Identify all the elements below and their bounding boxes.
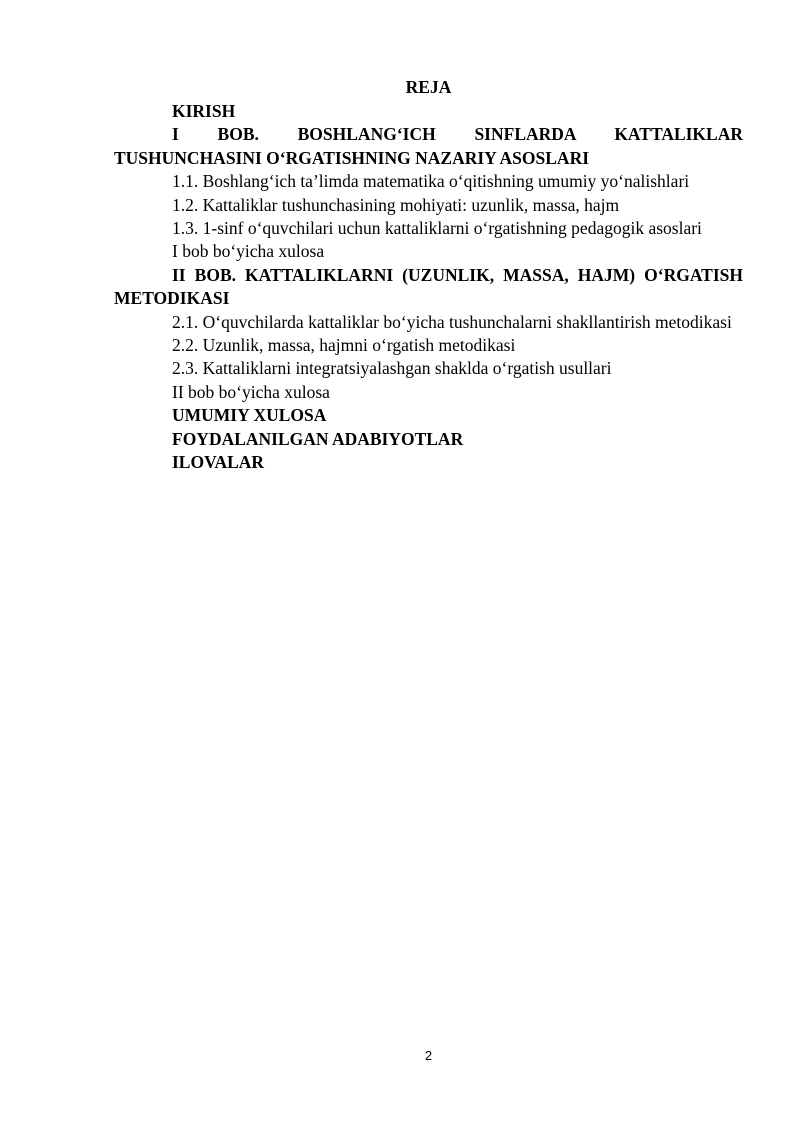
toc-entry-section-2-2: 2.2. Uzunlik, massa, hajmni o‘rgatish metodikasi — [172, 335, 516, 356]
page-number: 2 — [424, 1048, 433, 1063]
toc-entry-section-1-1: 1.1. Boshlang‘ich ta’limda matematika o‘qitishning umumiy yo‘nalishlari — [172, 171, 690, 192]
table-of-contents — [114, 100, 743, 475]
toc-entry-chapter-1: I BOB. BOSHLANG‘ICH SINFLARDA KATTALIKLAR TUSHUNCHASINI O‘RGATISHNING NAZARIY ASOSLARI — [114, 124, 743, 168]
page-title: REJA — [405, 77, 452, 97]
toc-entry-introduction: KIRISH — [172, 101, 236, 121]
toc-entry-chapter-1-conclusion: I bob bo‘yicha xulosa — [172, 241, 325, 262]
toc-entry-section-2-3: 2.3. Kattaliklarni integratsiyalashgan shaklda o‘rgatish usullari — [172, 358, 612, 379]
toc-entry-section-1-3: 1.3. 1-sinf o‘quvchilari uchun kattaliklarni o‘rgatishning pedagogik asoslari — [172, 218, 702, 239]
toc-entry-appendices: ILOVALAR — [172, 452, 265, 473]
toc-entry-chapter-2-conclusion: II bob bo‘yicha xulosa — [172, 381, 330, 402]
toc-entry-section-2-1: 2.1. O‘quvchilarda kattaliklar bo‘yicha tushunchalarni shakllantirish metodikasi — [172, 311, 732, 332]
toc-entry-references: FOYDALANILGAN ADABIYOTLAR — [172, 428, 464, 449]
toc-entry-section-1-2: 1.2. Kattaliklar tushunchasining mohiyati: uzunlik, massa, hajm — [172, 194, 620, 215]
toc-entry-general-conclusion: UMUMIY XULOSA — [172, 405, 327, 426]
toc-entry-chapter-2: II BOB. KATTALIKLARNI (UZUNLIK, MASSA, HAJM) O‘RGATISH METODIKASI — [114, 264, 743, 309]
